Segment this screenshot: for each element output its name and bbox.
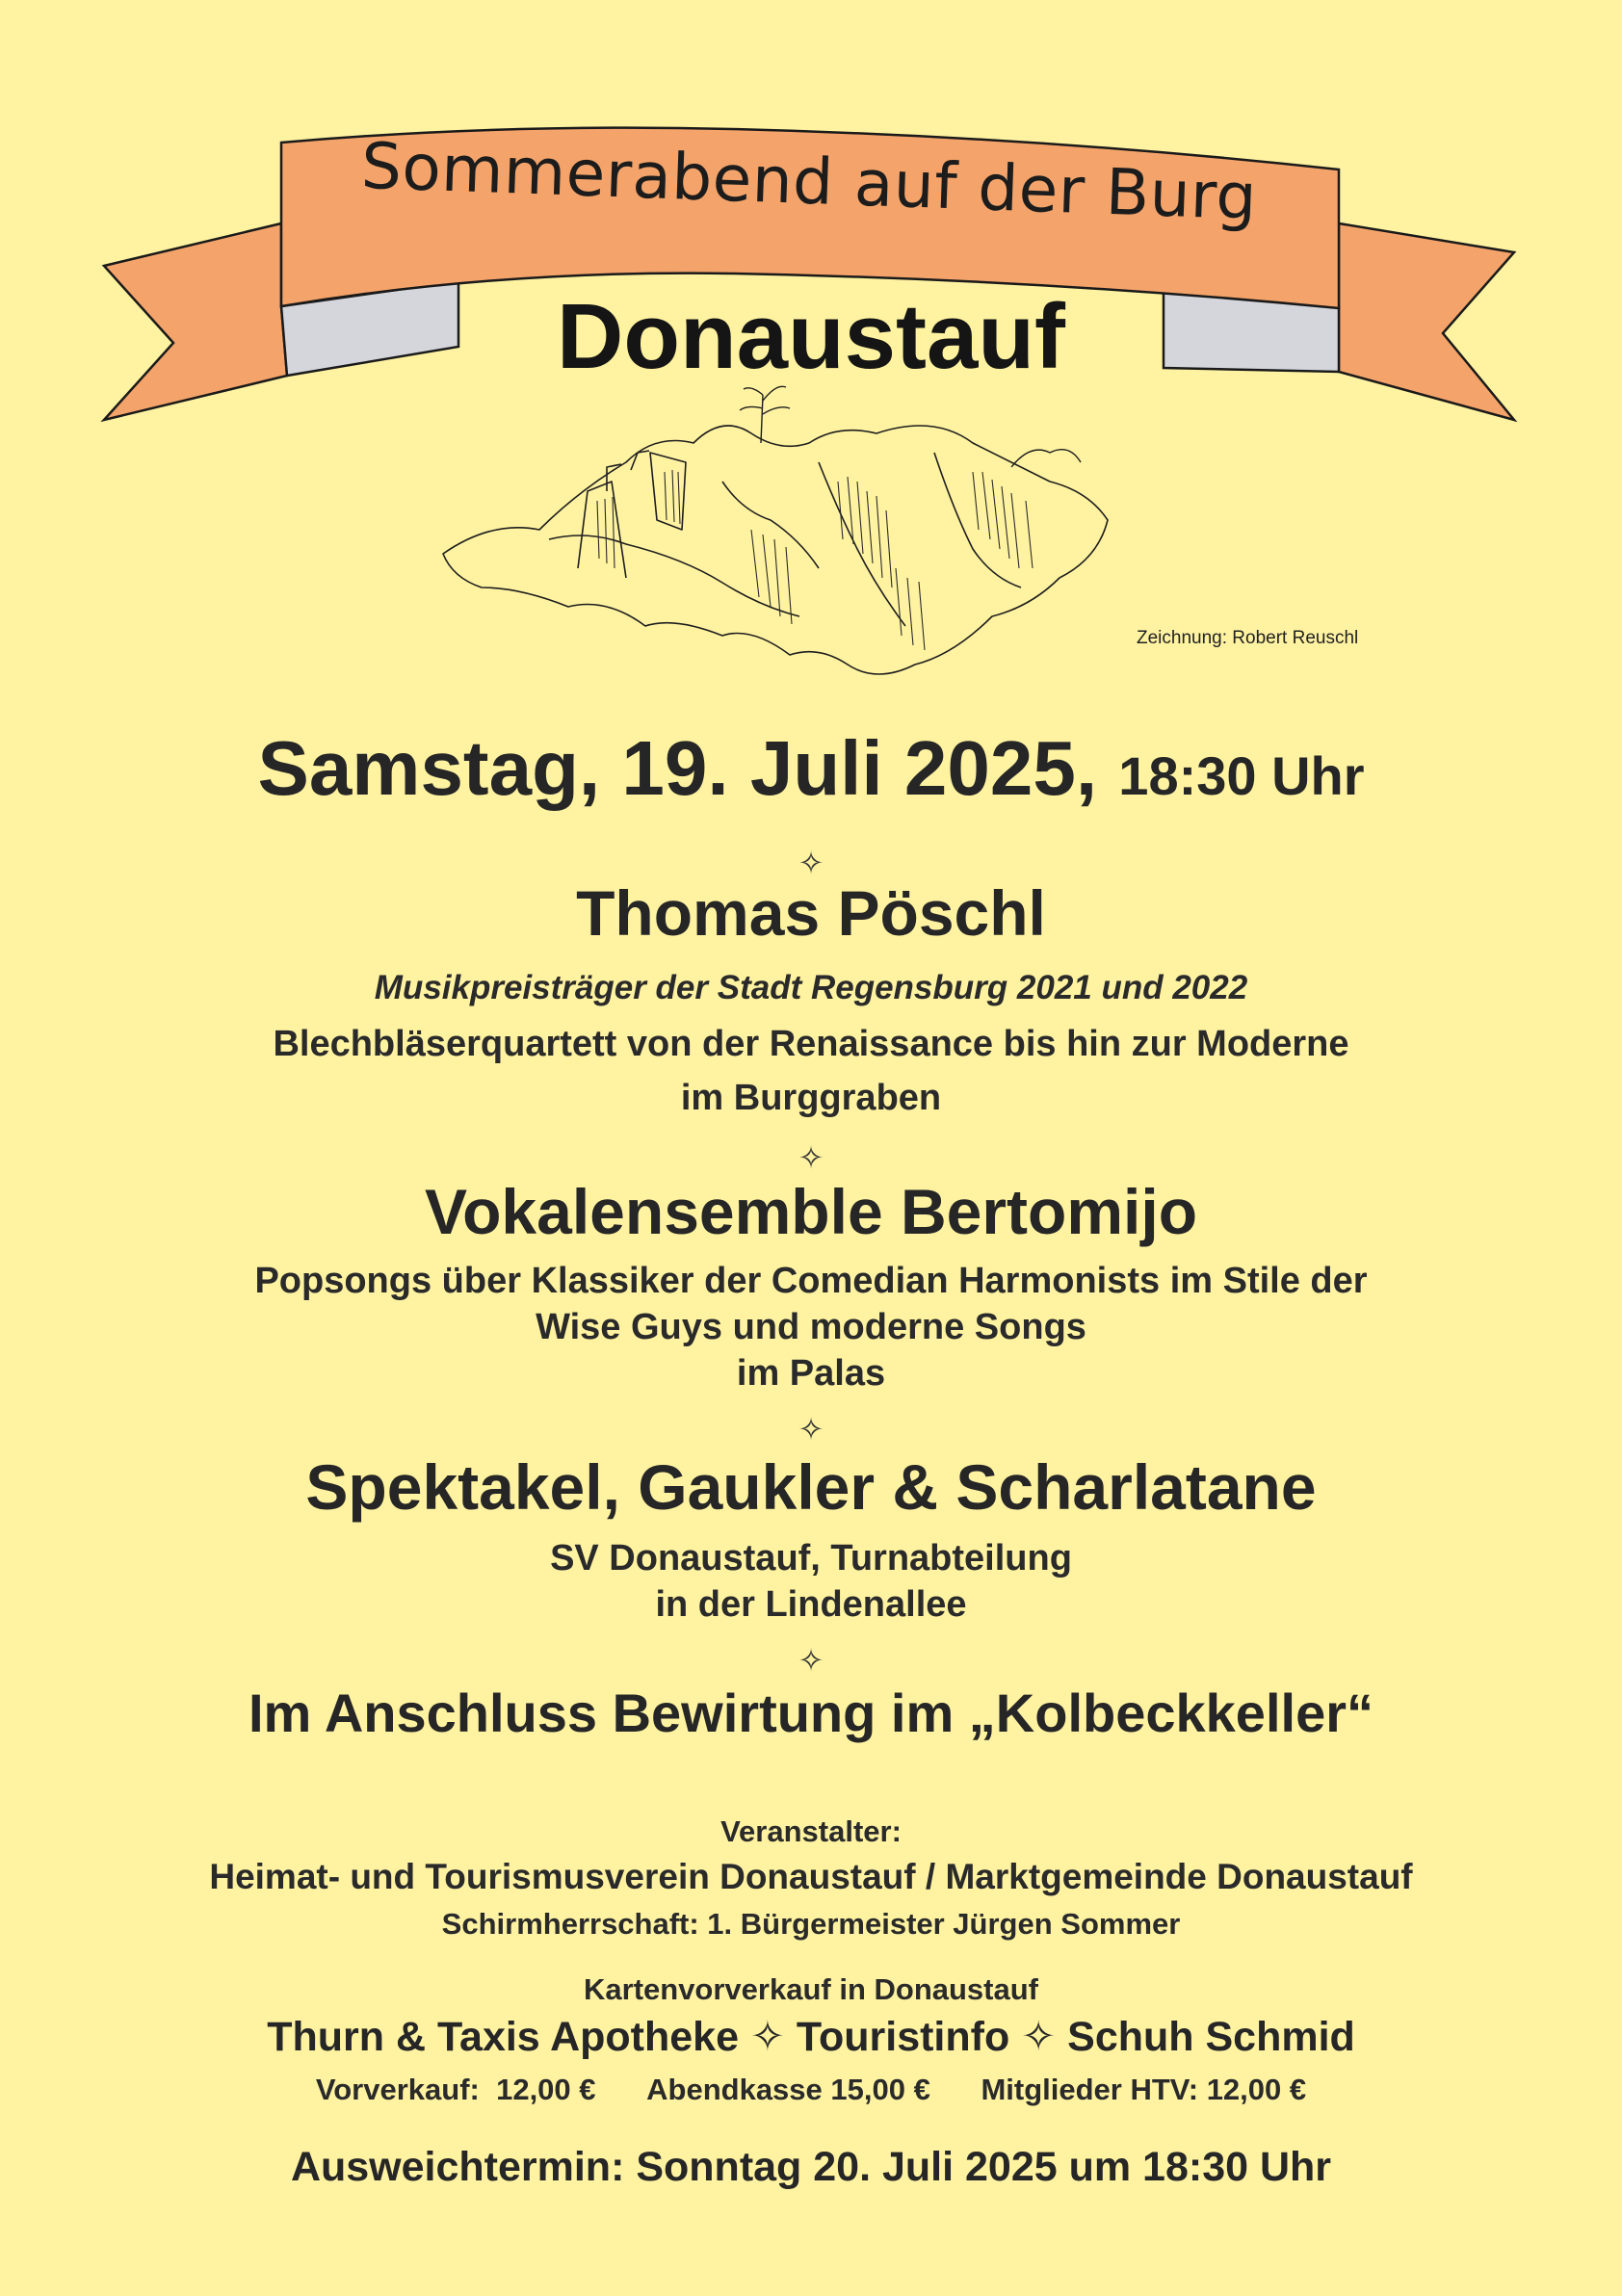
ticket-outlets: Thurn & Taxis Apotheke ✧ Touristinfo ✧ Schuh Schmid [267, 2014, 1355, 2060]
catering-info: Im Anschluss Bewirtung im „Kolbeckkeller“ [248, 1683, 1373, 1743]
program-3-title: Spektakel, Gaukler & Scharlatane [305, 1451, 1317, 1523]
program-2-title: Vokalensemble Bertomijo [424, 1176, 1198, 1247]
town-title: Donaustauf [557, 285, 1065, 388]
program-1-title: Thomas Pöschl [576, 877, 1046, 949]
castle-ruin-drawing [433, 376, 1127, 693]
price-members: Mitglieder HTV: 12,00 € [981, 2073, 1307, 2106]
separator-icon: ✧ [798, 1139, 824, 1176]
organizer-label: Veranstalter: [720, 1814, 902, 1848]
program-1-subtitle: Musikpreisträger der Stadt Regensburg 2021 und 2022 [374, 969, 1248, 1006]
program-2-line-3: im Palas [736, 1353, 886, 1394]
program-1-line-2: im Burggraben [680, 1078, 942, 1118]
price-box-office: Abendkasse 15,00 € [646, 2073, 930, 2106]
patronage: Schirmherrschaft: 1. Bürgermeister Jürgen Sommer [441, 1907, 1181, 1941]
program-3-line-1: SV Donaustauf, Turnabteilung [550, 1538, 1072, 1578]
event-time: 18:30 Uhr [1118, 745, 1365, 806]
price-presale: Vorverkauf: 12,00 € [315, 2073, 596, 2106]
event-date: Samstag, 19. Juli 2025, [257, 725, 1098, 811]
separator-icon: ✧ [798, 1642, 824, 1679]
program-3-line-2: in der Lindenallee [655, 1584, 967, 1625]
organizer-names: Heimat- und Tourismusverein Donaustauf / Marktgemeinde Donaustauf [209, 1857, 1413, 1896]
drawing-credit: Zeichnung: Robert Reuschl [1137, 628, 1359, 648]
alternative-date: Ausweichtermin: Sonntag 20. Juli 2025 um 18:30 Uhr [290, 2144, 1332, 2190]
program-1-line-1: Blechbläserquartett von der Renaissance bis hin zur Moderne [273, 1024, 1349, 1064]
separator-icon: ✧ [798, 1411, 824, 1448]
ticket-presale-label: Kartenvorverkauf in Donaustauf [584, 1972, 1038, 2006]
separator-icon: ✧ [798, 845, 824, 881]
event-date-line [0, 724, 1622, 813]
banner-title: Sommerabend auf der Burg [359, 128, 1259, 235]
program-2-line-2: Wise Guys und moderne Songs [536, 1307, 1086, 1347]
program-2-line-1: Popsongs über Klassiker der Comedian Harmonists im Stile der [254, 1261, 1368, 1301]
ticket-prices [0, 2073, 1622, 2107]
